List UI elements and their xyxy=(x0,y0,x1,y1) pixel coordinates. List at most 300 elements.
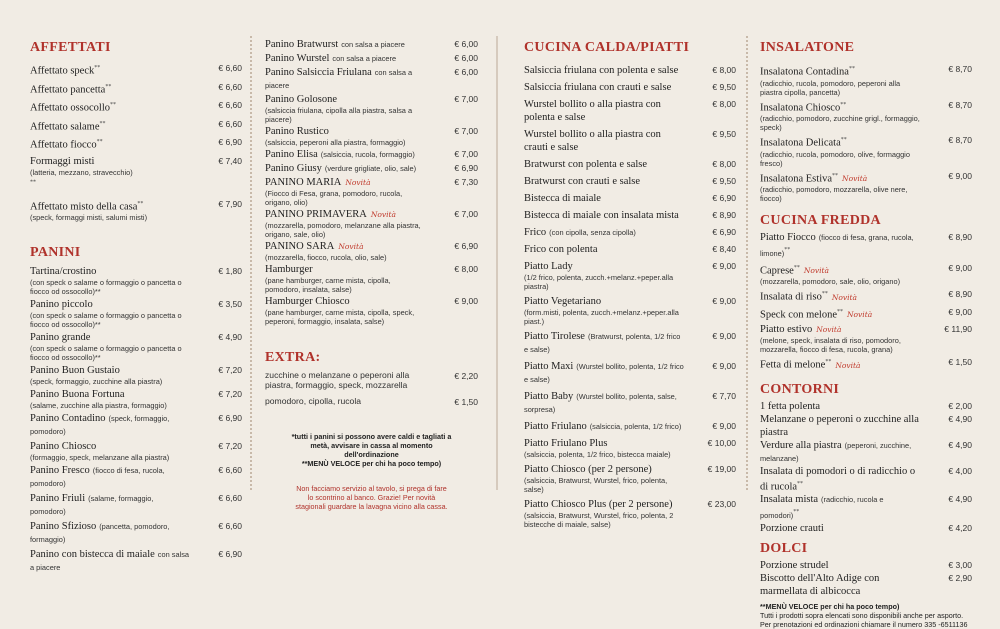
menu-item xyxy=(30,155,242,195)
menu-item xyxy=(30,388,242,410)
item-price: € 9,00 xyxy=(712,361,736,371)
menu-item xyxy=(760,63,972,97)
cucina-calda-list xyxy=(524,64,736,529)
item-inline-desc: con salsa a piacere xyxy=(332,54,397,63)
item-description: (pane hamburger, carne mista, cipolla, speck, peperoni, formaggio, insalata, salse) xyxy=(265,308,415,326)
item-title: Panino Elisa xyxy=(265,149,318,160)
item-price: € 9,00 xyxy=(454,296,478,306)
contorni-list xyxy=(760,400,972,535)
menu-item xyxy=(760,400,972,413)
item-description: (1/2 frico, polenta, zucch.+melanz.+peper.alla piastra) xyxy=(524,273,674,291)
item-description: (melone, speck, insalata di riso, pomodoro, mozzarella, fiocco di fesa, rucola, grana) xyxy=(760,336,901,354)
item-name xyxy=(30,62,242,78)
item-price: € 6,60 xyxy=(218,100,242,110)
item-title: Affettato misto della casa xyxy=(30,201,138,212)
item-title: Piatto Fiocco xyxy=(760,232,816,243)
item-description: (con speck o salame o formaggio o pancetta o fiocco od ossocollo)** xyxy=(30,278,182,296)
item-price: € 4,90 xyxy=(948,494,972,504)
menu-item xyxy=(30,81,242,97)
item-title: Insalatona Delicata xyxy=(760,137,841,149)
item-price: € 8,90 xyxy=(712,210,736,220)
item-name xyxy=(30,99,242,115)
item-price: € 7,20 xyxy=(218,365,242,375)
item-price: € 4,90 xyxy=(218,332,242,342)
menu-item xyxy=(265,125,478,147)
extra-price: € 1,50 xyxy=(454,397,478,407)
menu-item xyxy=(30,99,242,115)
item-description: (mozzarella, pomodoro, sale, olio, origano) xyxy=(760,277,901,286)
item-price: € 3,50 xyxy=(218,299,242,309)
item-name xyxy=(524,243,736,256)
item-name xyxy=(265,52,478,65)
menu-item xyxy=(760,99,972,133)
item-price: € 8,90 xyxy=(948,289,972,299)
item-name xyxy=(265,38,478,51)
item-title: Hamburger xyxy=(265,264,313,275)
item-price: € 10,00 xyxy=(707,438,736,448)
menu-item xyxy=(524,437,736,459)
menu-item xyxy=(265,176,478,207)
item-price: € 7,70 xyxy=(712,391,736,401)
column-divider xyxy=(746,36,748,490)
item-price: € 23,00 xyxy=(707,499,736,509)
item-title: Panino Contadino xyxy=(30,413,106,424)
item-name xyxy=(30,265,242,278)
cucina-fredda-list xyxy=(760,231,972,372)
item-name xyxy=(760,134,972,150)
item-star-mark: ** xyxy=(137,200,144,207)
item-title: Frico xyxy=(524,227,547,238)
item-title: Bistecca di maiale xyxy=(524,193,601,204)
item-star-mark: ** xyxy=(840,101,847,108)
item-price: € 4,90 xyxy=(948,439,972,450)
menu-item xyxy=(760,262,972,287)
item-price: € 8,90 xyxy=(948,232,972,242)
item-inline-desc: (Bratwurst, polenta, 1/2 frico e salse) xyxy=(524,332,681,354)
menu-item xyxy=(524,295,736,326)
item-title: Insalatona Chiosco xyxy=(760,102,841,113)
item-title: Panino Salsiccia Friulana xyxy=(265,67,372,78)
item-price: € 6,90 xyxy=(218,413,242,423)
item-name xyxy=(30,81,242,97)
section-title-contorni: CONTORNI xyxy=(760,381,840,397)
item-price: € 9,50 xyxy=(712,176,736,186)
item-star-mark: ** xyxy=(793,509,800,515)
item-name xyxy=(760,99,972,115)
item-price: € 2,00 xyxy=(948,400,972,411)
item-name xyxy=(30,331,242,344)
item-description: (salsiccia friulana, cipolla alla piastra, salsa a piacere) xyxy=(265,106,413,124)
item-star-mark: ** xyxy=(832,172,839,179)
column-panini-extra xyxy=(265,0,478,511)
item-title: Bratwurst con polenta e salse xyxy=(524,159,648,170)
menu-item xyxy=(524,98,736,124)
item-inline-desc: con salsa a piacere xyxy=(341,40,405,49)
item-title: Melanzane o peperoni o zucchine alla piastra xyxy=(760,413,919,438)
item-star-mark: ** xyxy=(784,247,791,253)
new-badge: Novità xyxy=(835,360,861,370)
item-name xyxy=(760,572,972,598)
extra-description: zucchine o melanzane o peperoni alla piastra, formaggio, speck, mozzarella xyxy=(265,370,410,390)
item-price: € 4,20 xyxy=(948,522,972,533)
item-name xyxy=(265,66,478,92)
new-badge: Novità xyxy=(831,292,858,302)
item-title: Affettato fiocco xyxy=(30,139,97,151)
item-title: Hamburger Chiosco xyxy=(265,296,350,307)
item-star-mark: ** xyxy=(825,359,832,365)
extra-item xyxy=(265,370,478,390)
item-description: (salsiccia, Bratwurst, Wurstel, frico, polenta, 2 bistecche di maiale, salse) xyxy=(524,511,674,529)
item-price: € 4,00 xyxy=(948,465,972,476)
item-title: 1 fetta polenta xyxy=(760,400,821,412)
menu-item xyxy=(30,298,242,329)
item-price: € 7,30 xyxy=(454,177,478,187)
item-title: Insalata mista xyxy=(760,494,819,505)
item-price: € 4,90 xyxy=(948,413,972,424)
item-name xyxy=(265,208,478,221)
menu-item xyxy=(265,93,478,124)
item-price: € 9,50 xyxy=(712,129,736,139)
menu-item xyxy=(30,265,242,296)
item-title: Salsiccia friulana con polenta e salse xyxy=(524,65,679,76)
item-star-mark: ** xyxy=(30,179,36,186)
item-title: Piatto estivo xyxy=(760,324,813,335)
item-name xyxy=(760,559,972,572)
item-price: € 6,00 xyxy=(454,39,478,49)
item-price: € 9,00 xyxy=(712,261,736,271)
menu-item xyxy=(524,420,736,433)
item-name xyxy=(524,330,736,356)
item-name xyxy=(524,192,736,205)
item-name xyxy=(760,262,972,278)
note-servizio: Non facciamo servizio al tavolo, si prega di fare lo scontrino al banco. Grazie! Per novità stagionali guardare la lavagna vicino alla cassa. xyxy=(295,484,448,511)
column-affettati-panini xyxy=(30,0,242,572)
item-title: Panino Golosone xyxy=(265,94,338,105)
item-description: (latteria, mezzano, stravecchio) xyxy=(30,167,133,177)
menu-item xyxy=(524,243,736,256)
item-price: € 8,00 xyxy=(454,264,478,274)
item-name xyxy=(30,136,242,152)
item-description: (radicchio, pomodoro, zucchine grigl., formaggio, speck) xyxy=(760,114,920,132)
item-price: € 1,50 xyxy=(948,357,972,367)
section-title-panini: PANINI xyxy=(30,245,81,260)
item-name xyxy=(265,176,478,189)
item-price: € 8,00 xyxy=(712,99,736,109)
item-name xyxy=(524,360,736,386)
item-title: Bratwurst con crauti e salse xyxy=(524,176,641,187)
panini-list xyxy=(30,265,242,574)
item-title: Insalatona Contadina xyxy=(760,66,849,78)
item-star-mark: ** xyxy=(793,264,800,271)
item-price: € 8,70 xyxy=(948,64,972,74)
menu-item xyxy=(524,360,736,386)
section-title-cucina-calda: CUCINA CALDA/PIATTI xyxy=(524,40,690,55)
item-name xyxy=(524,158,736,171)
item-inline-desc: (salame, formaggio, pomodoro) xyxy=(30,494,154,516)
item-name xyxy=(265,93,478,106)
item-description: (con speck o salame o formaggio o pancetta o fiocco od ossocollo)** xyxy=(30,344,182,362)
new-badge: Novità xyxy=(338,242,364,251)
item-name xyxy=(760,493,972,522)
item-name xyxy=(30,412,242,438)
new-badge: Novità xyxy=(345,178,371,187)
column-divider xyxy=(250,36,252,490)
item-title: Insalatona Estiva xyxy=(760,173,833,184)
menu-item xyxy=(265,66,478,92)
column-divider xyxy=(496,36,498,490)
menu-item xyxy=(524,390,736,416)
menu-item xyxy=(30,198,242,223)
extra-list xyxy=(265,370,478,406)
item-star-mark: ** xyxy=(105,83,112,90)
section-title-insalatone: INSALATONE xyxy=(760,40,855,55)
new-badge: Novità xyxy=(803,266,830,275)
item-price: € 2,90 xyxy=(948,572,972,583)
item-title: Piatto Friulano xyxy=(524,421,587,432)
item-price: € 6,60 xyxy=(218,493,242,503)
item-price: € 8,70 xyxy=(948,99,972,110)
menu-item xyxy=(760,439,972,465)
item-name xyxy=(30,364,242,377)
item-name xyxy=(30,520,242,546)
insalatone-list xyxy=(760,63,972,203)
note-asporto: Tutti i prodotti sopra elencati sono disponibili anche per asporto. xyxy=(760,610,964,620)
item-name xyxy=(760,356,972,372)
item-title: Insalata di pomodori o di radicchio o di rucola xyxy=(760,465,916,492)
item-title: Salsiccia friulana con crauti e salse xyxy=(524,82,672,93)
menu-item xyxy=(30,62,242,78)
item-star-mark: ** xyxy=(821,291,828,297)
new-badge: Novità xyxy=(370,210,397,219)
item-price: € 7,90 xyxy=(218,198,242,209)
item-title: Panino Sfizioso xyxy=(30,521,97,532)
item-description: (radicchio, pomodoro, mozzarella, olive nere, fiocco) xyxy=(760,185,908,203)
menu-item xyxy=(524,128,736,154)
item-description: (mozzarella, fiocco, rucola, olio, sale) xyxy=(265,253,387,262)
item-title: PANINO MARIA xyxy=(265,177,342,188)
item-name xyxy=(524,81,736,94)
item-inline-desc: (Wurstel bollito, polenta, 1/2 frico e salse) xyxy=(524,362,684,384)
menu-item xyxy=(760,493,972,522)
item-title: Porzione crauti xyxy=(760,522,824,534)
item-title: Panino con bistecca di maiale xyxy=(30,549,155,560)
item-title: Panino Fresco xyxy=(30,465,90,476)
item-star-mark: ** xyxy=(94,65,101,71)
item-inline-desc: (radicchio, rucola e pomodori) xyxy=(760,495,884,520)
panini-list-2 xyxy=(265,38,478,326)
item-star-mark: ** xyxy=(840,137,847,143)
item-inline-desc: con salsa a piacere xyxy=(265,68,413,90)
item-name xyxy=(30,198,242,214)
menu-item xyxy=(760,572,972,598)
item-name xyxy=(760,170,972,186)
item-title: Formaggi misti xyxy=(30,155,95,167)
menu-item xyxy=(760,413,972,439)
item-title: Fetta di melone xyxy=(760,359,826,371)
menu-item xyxy=(760,559,972,572)
item-price: € 6,90 xyxy=(218,549,242,559)
item-name xyxy=(524,260,736,273)
item-star-mark: ** xyxy=(99,120,106,127)
section-title-dolci: DOLCI xyxy=(760,540,808,556)
item-description: (salame, zucchine alla piastra, formaggio) xyxy=(30,401,167,410)
item-price: € 6,90 xyxy=(218,137,242,147)
item-star-mark: ** xyxy=(848,66,855,72)
item-price: € 6,60 xyxy=(218,521,242,531)
item-price: € 7,20 xyxy=(218,389,242,399)
item-inline-desc: (salsiccia, polenta, 1/2 frico) xyxy=(589,422,682,431)
menu-item xyxy=(524,463,736,494)
item-title: Piatto Lady xyxy=(524,261,573,272)
menu-item xyxy=(265,162,478,175)
item-description: (mozzarella, pomodoro, melanzane alla piastra, origano, sale, olio) xyxy=(265,221,421,239)
item-price: € 7,40 xyxy=(218,155,242,166)
item-name xyxy=(524,128,736,154)
menu-item xyxy=(265,263,478,294)
item-title: Insalata di riso xyxy=(760,291,822,303)
item-description: (salsiccia, polenta, 1/2 frico, bistecca maiale) xyxy=(524,450,671,459)
item-title: Panino Buona Fortuna xyxy=(30,389,125,400)
note-menu-veloce-2: **MENÙ VELOCE per chi ha poco tempo) xyxy=(760,601,900,611)
item-title: Piatto Chiosco (per 2 persone) xyxy=(524,464,652,475)
menu-item xyxy=(524,192,736,205)
item-inline-desc: (pancetta, pomodoro, formaggio) xyxy=(30,522,170,544)
item-price: € 9,00 xyxy=(712,421,736,431)
item-inline-desc: (peperoni, zucchine, melanzane) xyxy=(760,440,912,463)
item-name xyxy=(760,465,972,494)
menu-item xyxy=(30,464,242,490)
item-price: € 6,90 xyxy=(454,163,478,173)
item-name xyxy=(524,209,736,222)
item-price: € 9,00 xyxy=(712,296,736,306)
item-description: (radicchio, rucola, pomodoro, olive, formaggio fresco) xyxy=(760,149,910,168)
item-price: € 11,90 xyxy=(944,324,972,334)
item-name xyxy=(760,439,972,465)
item-price: € 9,00 xyxy=(948,170,972,181)
item-name xyxy=(760,288,972,304)
extra-price: € 2,20 xyxy=(454,371,478,381)
item-title: Bistecca di maiale con insalata mista xyxy=(524,210,679,221)
item-inline-desc: (speck, formaggio, pomodoro) xyxy=(30,414,170,436)
item-title: Panino Buon Gustaio xyxy=(30,365,120,376)
menu-item xyxy=(760,231,972,260)
menu-item xyxy=(30,364,242,386)
item-title: Panino Bratwurst xyxy=(265,39,339,50)
item-title: Wurstel bollito o alla piastra con crauti e salse xyxy=(524,129,661,153)
item-name xyxy=(760,400,972,413)
item-name xyxy=(265,263,478,276)
item-inline-desc: (con cipolla, senza cipolla) xyxy=(549,228,636,237)
note-prenotazioni: Per prenotazioni ed ordinazioni chiamare il numero 335 -6511136 xyxy=(760,619,968,629)
item-description: (form.misti, polenta, zucch.+melanz.+peper.alla piast.) xyxy=(524,308,679,326)
column-cucina-calda xyxy=(524,0,736,529)
menu-item xyxy=(30,520,242,546)
menu-item xyxy=(30,412,242,438)
menu-item xyxy=(760,465,972,494)
item-name xyxy=(760,63,972,79)
item-name xyxy=(265,125,478,138)
item-name xyxy=(760,522,972,535)
item-title: Tartina/crostino xyxy=(30,266,97,277)
new-badge: Novità xyxy=(846,310,873,319)
item-price: € 7,20 xyxy=(218,441,242,451)
item-name xyxy=(30,388,242,401)
item-name xyxy=(524,295,736,308)
item-price: € 8,70 xyxy=(948,135,972,145)
item-title: Piatto Baby xyxy=(524,391,574,402)
menu-item xyxy=(760,522,972,535)
menu-item xyxy=(265,240,478,262)
menu-item xyxy=(30,331,242,362)
item-inline-desc: (salsiccia, rucola, formaggio) xyxy=(320,150,415,159)
menu-item xyxy=(760,323,972,354)
item-name xyxy=(524,175,736,188)
item-price: € 8,00 xyxy=(712,159,736,169)
item-description: (radicchio, rucola, pomodoro, peperoni alla piastra cipolla, pancetta) xyxy=(760,78,901,97)
menu-item xyxy=(760,288,972,304)
item-inline-desc: con salsa a piacere xyxy=(30,550,190,572)
item-title: Piatto Friulano Plus xyxy=(524,438,608,449)
menu-item xyxy=(524,209,736,222)
menu-item xyxy=(30,548,242,574)
item-inline-desc: (Wurstel bollito, polenta, salse, sorpresa) xyxy=(524,392,677,414)
item-title: Panino Giusy xyxy=(265,163,322,174)
menu-item xyxy=(760,134,972,168)
affettati-list xyxy=(30,62,242,222)
item-title: Panino piccolo xyxy=(30,299,93,310)
menu-item xyxy=(265,38,478,51)
menu-item xyxy=(524,64,736,77)
item-name xyxy=(760,323,972,336)
menu-item xyxy=(760,170,972,204)
item-name xyxy=(760,306,972,322)
item-price: € 1,80 xyxy=(218,266,242,276)
item-name xyxy=(30,298,242,311)
item-price: € 8,40 xyxy=(712,244,736,254)
item-star-mark: ** xyxy=(797,480,804,487)
item-description: (formaggio, speck, melanzane alla piastra) xyxy=(30,453,170,462)
new-badge: Novità xyxy=(842,174,868,183)
item-price: € 7,00 xyxy=(454,126,478,136)
item-price: € 6,90 xyxy=(712,193,736,203)
item-price: € 7,00 xyxy=(454,94,478,104)
item-title: Verdure alla piastra xyxy=(760,439,842,451)
item-title: Panino Wurstel xyxy=(265,53,330,64)
menu-item xyxy=(524,498,736,529)
item-title: PANINO SARA xyxy=(265,241,335,252)
item-star-mark: ** xyxy=(110,102,117,108)
item-name xyxy=(760,413,972,439)
menu-item xyxy=(30,118,242,134)
item-title: PANINO PRIMAVERA xyxy=(265,209,367,220)
menu-item xyxy=(524,175,736,188)
item-price: € 7,00 xyxy=(454,209,478,219)
item-name xyxy=(524,98,736,124)
item-title: Porzione strudel xyxy=(760,559,829,571)
extra-description: pomodoro, cipolla, rucola xyxy=(265,396,362,406)
item-price: € 9,00 xyxy=(948,262,972,273)
dolci-list xyxy=(760,559,972,598)
note-panini-caldi: *tutti i panini si possono avere caldi e tagliati a metà, avvisare in cassa al momento dell'ordinazione xyxy=(291,432,452,459)
menu-item xyxy=(524,158,736,171)
section-title-cucina-fredda: CUCINA FREDDA xyxy=(760,213,881,228)
item-name xyxy=(30,548,242,574)
item-name xyxy=(265,295,478,308)
item-inline-desc: (verdure grigliate, olio, sale) xyxy=(324,164,417,173)
item-description: (salsiccia, peperoni alla piastra, formaggio) xyxy=(265,138,406,147)
section-title-affettati: AFFETTATI xyxy=(30,40,111,55)
item-price: € 6,60 xyxy=(218,465,242,475)
